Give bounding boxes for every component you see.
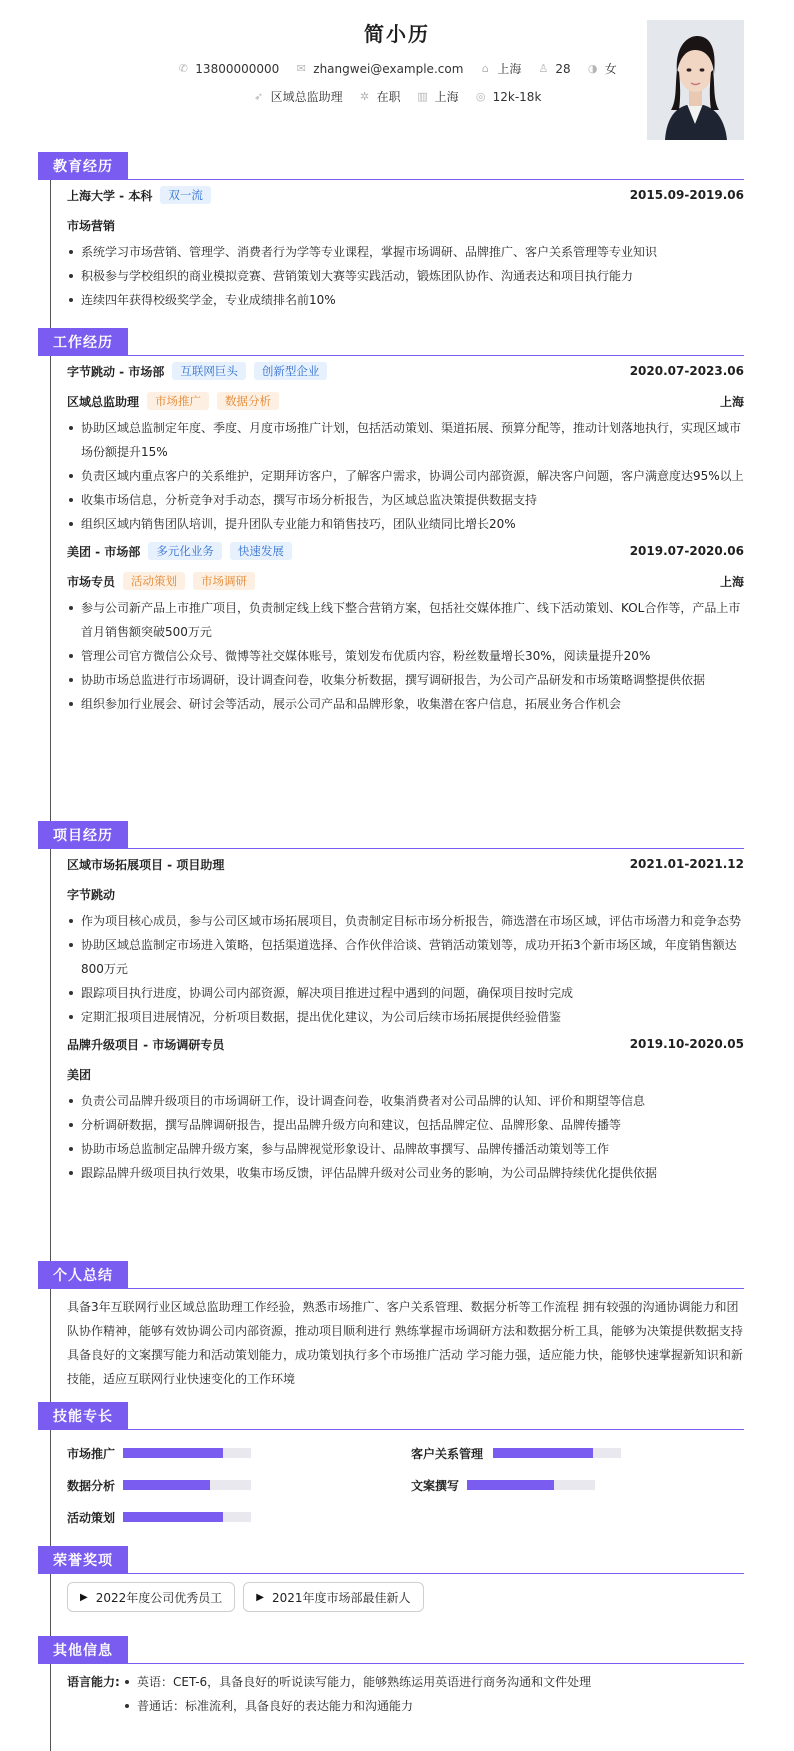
city-item [479,60,521,77]
section-header [38,328,744,356]
role-tag: 市场调研 [193,572,255,590]
work-date: 2019.07-2020.06 [629,544,744,558]
education-row [67,180,744,210]
language-block [67,1664,744,1718]
mail-icon: ✉ [296,62,306,75]
school-name: 上海大学 - 本科 [67,188,153,203]
education-body [38,180,744,312]
school-tag: 双一流 [160,186,211,204]
status-item [359,88,401,105]
portrait-image [647,20,744,140]
job-item [253,88,343,105]
role-row [67,386,744,416]
list-item: 分析调研数据，撰写品牌调研报告，提出品牌升级方向和建议，包括品牌定位、品牌形象、品牌传播等 [67,1113,744,1137]
skills-body [38,1430,744,1528]
project-org-row [67,1059,744,1089]
project-title: 区域市场拓展项目 - 项目助理 [67,857,225,872]
list-item: 跟踪项目执行进度，协调公司内部资源，解决项目推进过程中遇到的问题，确保项目按时完成 [67,981,744,1005]
project-row [67,1029,744,1059]
section-title-projects: 项目经历 [38,821,128,849]
skill-item [67,1506,411,1528]
skill-item [67,1442,411,1464]
education-title [67,186,211,204]
role-name: 市场专员 [67,574,116,589]
skill-bar [493,1448,621,1458]
list-item: 管理公司官方微信公众号、微博等社交媒体账号，策划发布优质内容，粉丝数量增长30%，阅读量提升20% [67,644,744,668]
phone-item [177,60,279,77]
other-section [38,1636,744,1718]
email-item [295,60,463,77]
award-chip [67,1582,235,1612]
email-text: zhangwei@example.com [313,61,464,76]
project-title: 品牌升级项目 - 市场调研专员 [67,1037,225,1052]
list-item: 协助市场总监进行市场调研，设计调查问卷，收集分析数据，撰写调研报告，为公司产品研发和市场策略调整提供依据 [67,668,744,692]
skill-bar [467,1480,595,1490]
role-tag: 数据分析 [217,392,279,410]
role-info [67,392,279,410]
work-date: 2020.07-2023.06 [629,364,744,378]
list-item: 协助区域总监制定市场进入策略，包括渠道选择、合作伙伴洽谈、营销活动策划等，成功开拓3个新市场区域，年度销售额达800万元 [67,933,744,981]
section-header [38,1261,744,1289]
section-divider [38,848,744,849]
list-item: 普通话：标准流利，具备良好的表达能力和沟通能力 [123,1694,591,1718]
role-info [67,572,255,590]
list-item: 组织参加行业展会、研讨会等活动，展示公司产品和品牌形象，收集潜在客户信息，拓展业务合作机会 [67,692,744,716]
company-tag: 互联网巨头 [172,362,246,380]
play-icon: ▶ [80,1591,88,1603]
company-tag: 快速发展 [230,542,292,560]
resume-header [0,0,794,152]
major-row [67,210,744,240]
skill-bar [123,1512,251,1522]
section-title-other: 其他信息 [38,1636,128,1664]
work-row [67,536,744,566]
education-section [38,152,744,312]
major-name: 市场营销 [67,218,116,233]
skill-item [67,1474,411,1496]
phone-text: 13800000000 [195,61,280,76]
list-item: 收集市场信息，分析竞争对手动态，撰写市场分析报告，为区域总监决策提供数据支持 [67,488,744,512]
section-title-work: 工作经历 [38,328,128,356]
awards-list [67,1574,744,1612]
skill-label: 数据分析 [67,1478,116,1493]
work-location: 上海 [719,394,744,409]
role-name: 区域总监助理 [67,394,140,409]
honors-body [38,1574,744,1612]
skill-item [411,1442,731,1464]
section-title-honors: 荣誉奖项 [38,1546,128,1574]
section-title-skills: 技能专长 [38,1402,128,1430]
section-header [38,1546,744,1574]
summary-section [38,1261,744,1391]
age-text: 28 [555,61,571,76]
section-divider [38,179,744,180]
skills-grid [67,1430,744,1528]
skill-label: 客户关系管理 [411,1446,484,1461]
play-icon: ▶ [256,1591,264,1603]
section-divider [38,355,744,356]
target-city-text: 上海 [434,90,459,104]
language-label: 语言能力: [67,1675,120,1689]
skill-bar-fill [123,1512,223,1522]
coin-icon: ◎ [475,90,486,103]
gear-icon: ✲ [359,90,370,103]
send-icon: ➶ [253,90,264,103]
work-body [38,356,744,716]
summary-text: 具备3年互联网行业区域总监助理工作经验，熟悉市场推广、客户关系管理、数据分析等工作流程 拥有较强的沟通协调能力和团队协作精神，能够有效协调公司内部资源，推动项目顺利进行 熟练掌握市场调研方法和数据分析工具，能够为决策提供数据支持 具备良好的文案撰写能力和活动策划能力，成功策划执行多个市场推广活动 学习能力强，适应能力快，能够快速掌握新知识和新技能，适应互联网行业快速变化的工作环境 [67,1300,743,1386]
project-row [67,849,744,879]
work-location: 上海 [719,574,744,589]
skill-label: 活动策划 [67,1510,116,1525]
skill-label: 文案撰写 [411,1478,460,1493]
company-name: 字节跳动 - 市场部 [67,364,165,379]
project-date: 2021.01-2021.12 [629,857,744,871]
skill-bar-fill [493,1448,593,1458]
salary-item [475,88,542,105]
skill-bar-fill [467,1480,554,1490]
skill-bar [123,1480,251,1490]
status-text: 在职 [376,90,401,104]
project-org: 字节跳动 [67,887,116,902]
phone-icon: ✆ [178,62,188,75]
list-item: 作为项目核心成员，参与公司区域市场拓展项目，负责制定目标市场分析报告，筛选潜在市场区域，评估市场潜力和竞争态势 [67,909,744,933]
target-city-item [417,88,459,105]
project-org-row [67,879,744,909]
work-section [38,328,744,716]
work-bullets [67,596,744,716]
skill-item [411,1474,731,1496]
list-item: 协助区域总监制定年度、季度、月度市场推广计划，包括活动策划、渠道拓展、预算分配等，推动计划落地执行，实现区域市场份额提升15% [67,416,744,464]
work-bullets [67,416,744,536]
award-chip [243,1582,423,1612]
skill-bar-fill [123,1448,223,1458]
honors-section [38,1546,744,1612]
award-text: 2021年度市场部最佳新人 [271,1590,411,1605]
gender-item [587,60,617,77]
skill-bar-fill [123,1480,210,1490]
work-title [67,362,327,380]
section-title-education: 教育经历 [38,152,128,180]
list-item: 组织区域内销售团队培训，提升团队专业能力和销售技巧，团队业绩同比增长20% [67,512,744,536]
project-date: 2019.10-2020.05 [629,1037,744,1051]
project-bullets [67,909,744,1029]
project-org: 美团 [67,1067,92,1082]
list-item: 连续四年获得校级奖学金，专业成绩排名前10% [67,288,744,312]
section-header [38,1636,744,1664]
list-item: 跟踪品牌升级项目执行效果，收集市场反馈，评估品牌升级对公司业务的影响，为公司品牌持续优化提供依据 [67,1161,744,1185]
language-list [123,1670,591,1718]
work-title [67,542,292,560]
projects-body [38,849,744,1185]
profile-photo [647,20,744,140]
section-title-summary: 个人总结 [38,1261,128,1289]
projects-section [38,821,744,1185]
section-header [38,821,744,849]
section-divider [38,1288,744,1289]
section-divider [38,1573,744,1574]
salary-text: 12k-18k [492,89,542,104]
list-item: 定期汇报项目进展情况，分析项目数据，提出优化建议，为公司后续市场拓展提供经验借鉴 [67,1005,744,1029]
section-header [38,1402,744,1430]
role-row [67,566,744,596]
company-name: 美团 - 市场部 [67,544,141,559]
job-text: 区域总监助理 [270,90,343,104]
user-icon: ♙ [538,62,549,75]
gender-text: 女 [604,62,617,76]
list-item: 参与公司新产品上市推广项目，负责制定线上线下整合营销方案，包括社交媒体推广、线下活动策划、KOL合作等，产品上市首月销售额突破500万元 [67,596,744,644]
role-tag: 市场推广 [147,392,209,410]
section-divider [38,1429,744,1430]
skills-section [38,1402,744,1528]
company-tag: 多元化业务 [148,542,222,560]
list-item: 负责公司品牌升级项目的市场调研工作，设计调查问卷，收集消费者对公司品牌的认知、评价和期望等信息 [67,1089,744,1113]
award-text: 2022年度公司优秀员工 [95,1590,223,1605]
city-text: 上海 [497,62,522,76]
summary-body [38,1289,744,1391]
skill-label: 市场推广 [67,1446,116,1461]
role-tag: 活动策划 [123,572,185,590]
candidate-name: 简小历 [364,22,430,46]
list-item: 英语：CET-6，具备良好的听说读写能力，能够熟练运用英语进行商务沟通和文件处理 [123,1670,591,1694]
company-tag: 创新型企业 [254,362,328,380]
list-item: 负责区域内重点客户的关系维护，定期拜访客户，了解客户需求，协调公司内部资源，解决客户问题，客户满意度达95%以上 [67,464,744,488]
home-icon: ⌂ [481,62,489,75]
section-header [38,152,744,180]
list-item: 系统学习市场营销、管理学、消费者行为学等专业课程，掌握市场调研、品牌推广、客户关系管理等专业知识 [67,240,744,264]
skill-bar [123,1448,251,1458]
education-bullets [67,240,744,312]
project-bullets [67,1089,744,1185]
section-divider [38,1663,744,1664]
other-body [38,1664,744,1718]
age-item [537,60,570,77]
work-row [67,356,744,386]
gender-icon: ◑ [587,62,598,75]
building-icon: ▥ [417,90,428,103]
list-item: 积极参与学校组织的商业模拟竞赛、营销策划大赛等实践活动，锻炼团队协作、沟通表达和项目执行能力 [67,264,744,288]
education-date: 2015.09-2019.06 [629,188,744,202]
list-item: 协助市场总监制定品牌升级方案，参与品牌视觉形象设计、品牌故事撰写、品牌传播活动策划等工作 [67,1137,744,1161]
